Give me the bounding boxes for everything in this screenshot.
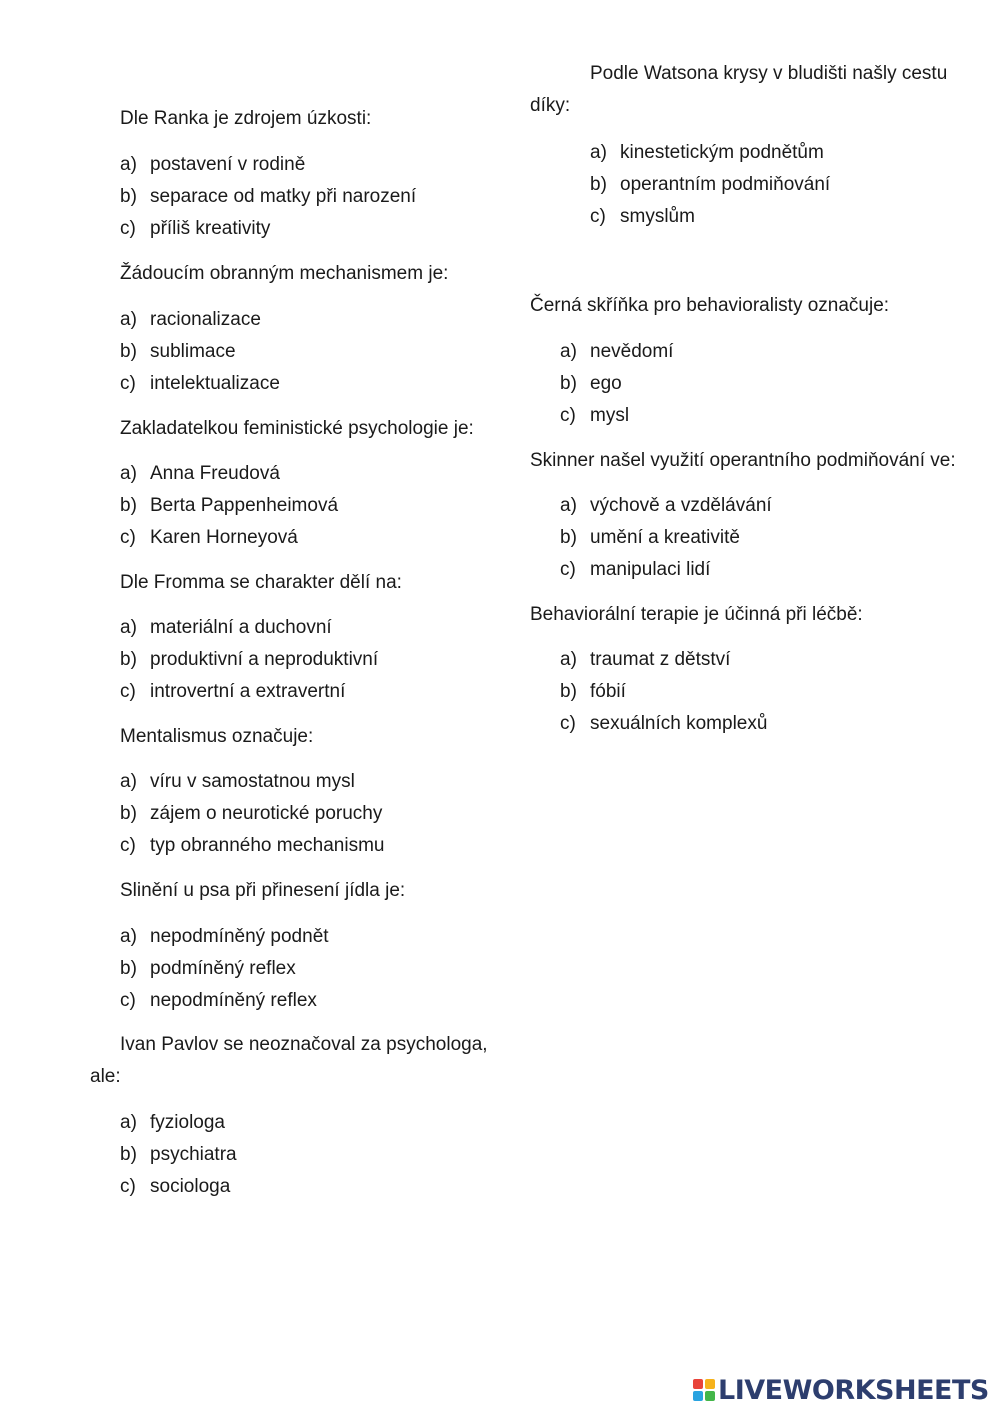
question-text: Podle Watsona krysy v bludišti našly cestu díky:: [530, 63, 948, 116]
answer-option[interactable]: a) výchově a vzdělávání: [560, 495, 772, 516]
question-text: Dle Fromma se charakter dělí na:: [120, 572, 402, 593]
logo-square-blue: [693, 1391, 703, 1401]
answer-option[interactable]: b) ego: [560, 373, 622, 394]
answer-option[interactable]: c) smyslům: [590, 206, 695, 227]
answer-option[interactable]: b) produktivní a neproduktivní: [120, 649, 379, 670]
answer-option[interactable]: c) intelektualizace: [120, 373, 280, 394]
answer-option[interactable]: a) traumat z dětství: [560, 649, 731, 670]
answer-option[interactable]: b) operantním podmiňování: [590, 174, 831, 195]
answer-option[interactable]: a) víru v samostatnou mysl: [120, 771, 355, 792]
answer-option[interactable]: b) separace od matky při narození: [120, 186, 417, 207]
question-text: Mentalismus označuje:: [120, 726, 314, 747]
answer-option[interactable]: b) zájem o neurotické poruchy: [120, 803, 383, 824]
answer-option[interactable]: b) fóbií: [560, 681, 626, 702]
question-text: Dle Ranka je zdrojem úzkosti:: [120, 108, 372, 129]
answer-option[interactable]: c) manipulaci lidí: [560, 559, 711, 580]
answer-option[interactable]: b) podmíněný reflex: [120, 958, 296, 979]
answer-option[interactable]: c) mysl: [560, 405, 630, 426]
answer-option[interactable]: a) fyziologa: [120, 1112, 225, 1133]
question-text: Slinění u psa při přinesení jídla je:: [120, 880, 406, 901]
answer-option[interactable]: b) sublimace: [120, 341, 236, 362]
question-text: Zakladatelkou feministické psychologie je:: [120, 418, 474, 439]
logo-square-red: [693, 1379, 703, 1389]
answer-option[interactable]: a) materiální a duchovní: [120, 617, 332, 638]
question-text: Ivan Pavlov se neoznačoval za psychologa, ale:: [90, 1034, 488, 1087]
answer-option[interactable]: a) nevědomí: [560, 341, 674, 362]
question-text: Černá skříňka pro behavioralisty označuje:: [530, 295, 890, 316]
answer-option[interactable]: c) introvertní a extravertní: [120, 681, 346, 702]
liveworksheets-logo[interactable]: [693, 1374, 989, 1406]
answer-option[interactable]: a) Anna Freudová: [120, 463, 280, 484]
answer-option[interactable]: c) sociologa: [120, 1176, 231, 1197]
logo-text: LIVEWORKSHEETS: [718, 1374, 989, 1406]
answer-option[interactable]: a) postavení v rodině: [120, 154, 306, 175]
question-text: Žádoucím obranným mechanismem je:: [120, 263, 449, 284]
liveworksheets-logo-icon: [693, 1379, 715, 1401]
answer-option[interactable]: a) nepodmíněný podnět: [120, 926, 329, 947]
answer-option[interactable]: a) racionalizace: [120, 309, 261, 330]
answer-option[interactable]: b) Berta Pappenheimová: [120, 495, 339, 516]
answer-option[interactable]: b) umění a kreativitě: [560, 527, 740, 548]
question-text: Skinner našel využití operantního podmiňování ve:: [530, 450, 956, 471]
answer-option[interactable]: c) sexuálních komplexů: [560, 713, 768, 734]
answer-option[interactable]: a) kinestetickým podnětům: [590, 142, 824, 163]
answer-option[interactable]: c) nepodmíněný reflex: [120, 990, 317, 1011]
logo-square-green: [705, 1391, 715, 1401]
logo-square-yellow: [705, 1379, 715, 1389]
answer-option[interactable]: b) psychiatra: [120, 1144, 237, 1165]
answer-option[interactable]: c) Karen Horneyová: [120, 527, 298, 548]
answer-option[interactable]: c) příliš kreativity: [120, 218, 271, 239]
answer-option[interactable]: c) typ obranného mechanismu: [120, 835, 385, 856]
question-text: Behaviorální terapie je účinná při léčbě:: [530, 604, 863, 625]
